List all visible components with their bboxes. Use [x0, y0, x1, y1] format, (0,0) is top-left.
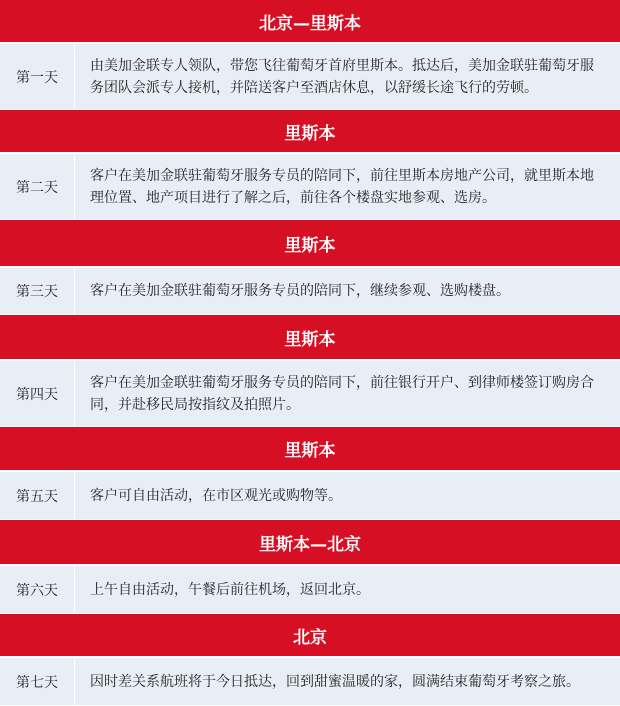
- itinerary-row-day-4: [0, 361, 620, 427]
- day-label: 第二天: [0, 154, 75, 219]
- itinerary-row-day-6: [0, 566, 620, 614]
- day-description: 上午自由活动，午餐后前往机场，返回北京。: [90, 581, 370, 598]
- location-header-day-3: 里斯本: [0, 220, 620, 268]
- day-label: 第四天: [0, 361, 75, 426]
- day-description: 客户在美加金联驻葡萄牙服务专员的陪同下，前往里斯本房地产公司，就里斯本地理位置、地产项目进行了解之后，前往各个楼盘实地参观、选房。: [90, 167, 594, 206]
- day-label: 第一天: [0, 44, 75, 109]
- itinerary-row-day-1: [0, 44, 620, 110]
- day-description: 因时差关系航班将于今日抵达，回到甜蜜温暖的家，圆满结束葡萄牙考察之旅。: [90, 673, 580, 690]
- location-header-day-5: 里斯本: [0, 427, 620, 472]
- day-label: 第七天: [0, 658, 75, 705]
- location-header-day-1: 北京—里斯本: [0, 0, 620, 44]
- location-header-day-6: 里斯本—北京: [0, 520, 620, 566]
- day-description: 由美加金联专人领队，带您飞往葡萄牙首府里斯本。抵达后，美加金联驻葡萄牙服务团队会派专人接机，并陪送客户至酒店休息，以舒缓长途飞行的劳顿。: [90, 57, 594, 96]
- itinerary-row-day-5: [0, 472, 620, 520]
- itinerary-row-day-7: [0, 658, 620, 706]
- day-label: 第六天: [0, 566, 75, 613]
- day-description: 客户可自由活动，在市区观光或购物等。: [90, 487, 342, 504]
- itinerary-row-day-3: [0, 268, 620, 315]
- location-header-day-2: 里斯本: [0, 110, 620, 154]
- location-header-day-7: 北京: [0, 614, 620, 658]
- day-description: 客户在美加金联驻葡萄牙服务专员的陪同下，继续参观、选购楼盘。: [90, 283, 510, 299]
- day-label: 第三天: [0, 268, 75, 314]
- day-label: 第五天: [0, 472, 75, 519]
- day-description: 客户在美加金联驻葡萄牙服务专员的陪同下，前往银行开户、到律师楼签订购房合同，并赴移民局按指纹及拍照片。: [90, 374, 594, 413]
- location-header-day-4: 里斯本: [0, 315, 620, 361]
- itinerary-row-day-2: [0, 154, 620, 220]
